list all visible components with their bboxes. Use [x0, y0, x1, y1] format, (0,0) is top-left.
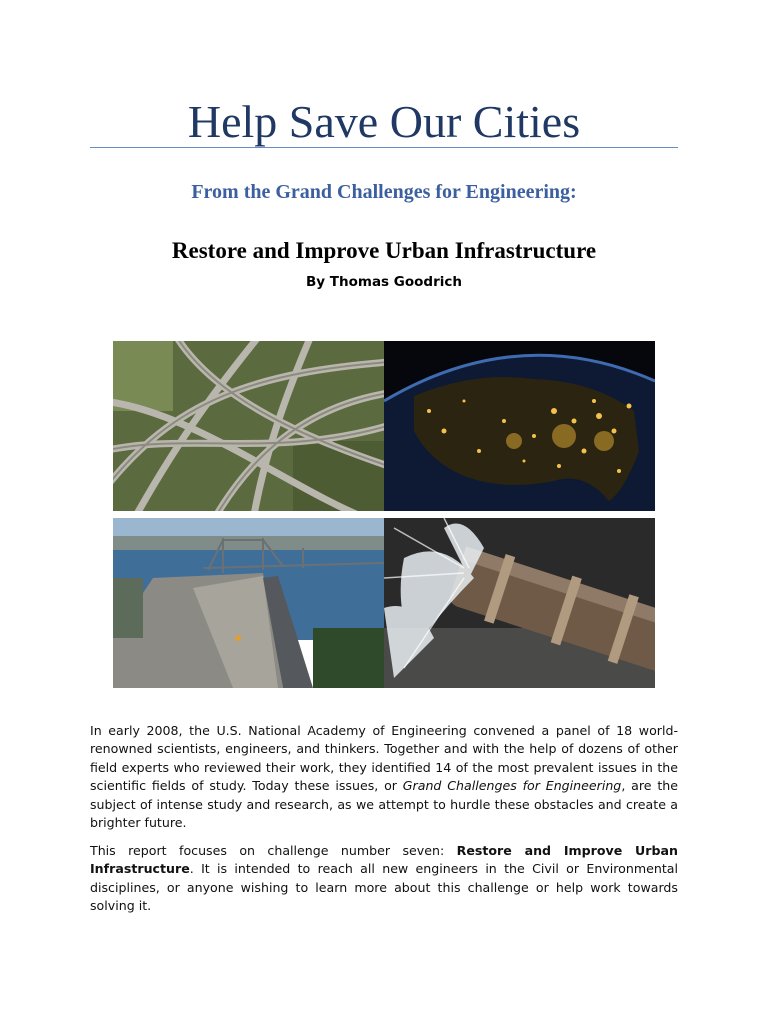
section-heading: Restore and Improve Urban Infrastructure	[171, 238, 597, 263]
focus-paragraph-text: This report focuses on challenge number seven:	[90, 843, 457, 858]
page-title: Help Save Our Cities	[187, 96, 581, 147]
focus-paragraph	[90, 842, 678, 916]
challenge-name-strong: Restore and Improve Urban Infrastructure	[90, 843, 678, 877]
usa-night-lights-photo	[384, 341, 655, 511]
intro-paragraph	[90, 722, 678, 832]
subtitle: From the Grand Challenges for Engineering:	[191, 181, 577, 203]
focus-paragraph-text-end: . It is intended to reach all new engineers in the Civil or Environmental disciplines, or anyone wishing to learn more about this challenge or help work towards solving it.	[90, 861, 678, 914]
title-divider	[90, 147, 678, 148]
bay-bridge-construction-photo	[113, 518, 384, 688]
highway-interchange-photo	[113, 341, 384, 511]
intro-paragraph-text: In early 2008, the U.S. National Academy of Engineering convened a panel of 18 world-renowned scientists, engineers, and thinkers. Together and with the help of dozens of other field experts who reviewed their work, they identified 14 of the most prevalent issues in the scientific fields of study. Today these issues, or	[90, 723, 678, 794]
grand-challenges-emphasis: Grand Challenges for Engineering	[402, 778, 622, 794]
burst-water-main-photo	[384, 518, 655, 688]
intro-paragraph-text-end: , are the subject of intense study and research, as we attempt to hurdle these obstacles and create a brighter future.	[90, 778, 678, 831]
byline: By Thomas Goodrich	[306, 274, 462, 290]
